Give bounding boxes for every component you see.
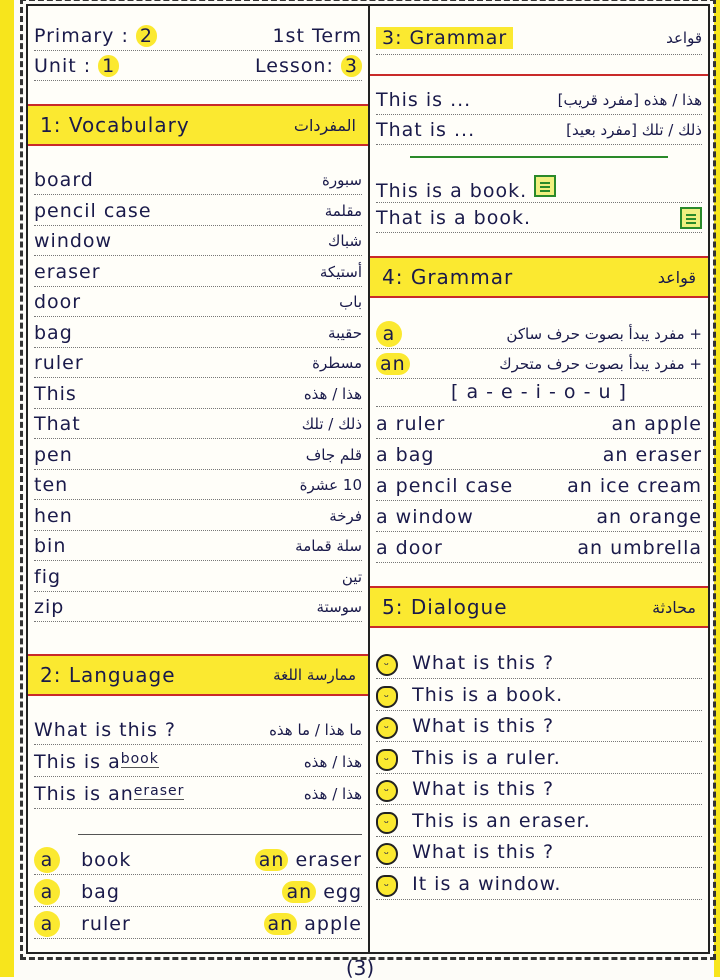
grammar4-rule-an-ar: + مفرد يبدأ بصوت حرف متحرك	[499, 355, 702, 373]
vocab-word: pen	[34, 443, 73, 466]
grammar4-example-row	[376, 472, 702, 501]
vocab-word: ruler	[34, 352, 84, 374]
grammar4-heading	[370, 256, 708, 298]
fill-in-word: book	[120, 751, 159, 767]
an-example: an umbrella	[577, 537, 702, 559]
article-an-badge: an	[376, 353, 410, 375]
dialogue-line	[376, 650, 702, 679]
dialogue-line	[376, 808, 702, 837]
dialogue-title-ar: محادثة	[652, 597, 696, 617]
grammar3-rule1-ar: هذا / هذه [مفرد قريب]	[557, 91, 702, 109]
vocab-word: fig	[34, 565, 62, 588]
dialogue-heading	[370, 586, 708, 628]
article-a-badge: a	[376, 321, 402, 347]
vocab-word: board	[34, 169, 94, 191]
lesson-value: 3	[341, 55, 362, 77]
vocab-word: bag	[34, 321, 73, 344]
grammar3-title-ar: قواعد	[666, 29, 702, 47]
language-line	[34, 780, 362, 809]
language-line	[34, 716, 362, 745]
grammar3-example1	[376, 174, 702, 203]
grammar4-example-row	[376, 410, 702, 439]
vocabulary-item	[34, 166, 362, 195]
vowels-list: [ a - e - i - o - u ]	[451, 381, 627, 403]
boy-face-icon: ᵕ	[376, 843, 398, 865]
page-number: (3)	[345, 956, 375, 980]
dialogue-line	[376, 745, 702, 774]
grammar4-example-row	[376, 503, 702, 532]
grammar3-title: 3: Grammar	[376, 27, 513, 49]
grammar4-example-row	[376, 441, 702, 470]
fill-in-word: eraser	[133, 783, 185, 799]
article-an: an	[264, 913, 298, 935]
article-a: a	[34, 847, 60, 873]
grammar4-title: 4: Grammar	[382, 265, 514, 289]
vocab-translation: فرخة	[329, 506, 362, 525]
vocab-translation: سوستة	[316, 598, 362, 616]
vocab-word: door	[34, 291, 82, 313]
vocabulary-title: 1: Vocabulary	[40, 113, 190, 137]
article-a-word: ruler	[81, 913, 131, 935]
dialogue-text: What is this ?	[412, 778, 555, 800]
dialogue-title: 5: Dialogue	[382, 595, 508, 619]
article-pair-row	[34, 846, 362, 875]
grammar3-rule1	[376, 86, 702, 115]
header-line-1	[34, 22, 362, 51]
article-an-word: apple	[304, 913, 362, 935]
boy-face-icon: ᵕ	[376, 717, 398, 739]
language-sentence: This is an	[34, 783, 134, 805]
unit-value: 1	[98, 55, 119, 77]
girl-face-icon: ᵕ	[376, 686, 398, 708]
grammar3-example2	[376, 204, 702, 233]
vocabulary-item	[34, 532, 362, 561]
grammar4-title-ar: قواعد	[657, 267, 696, 287]
vocabulary-item	[34, 441, 362, 470]
boy-face-icon: ᵕ	[376, 780, 398, 802]
vocab-word: eraser	[34, 260, 101, 283]
dialogue-line	[376, 713, 702, 742]
vocab-translation: شباك	[327, 232, 362, 250]
dialogue-text: This is an eraser.	[412, 809, 591, 832]
article-pair-row	[34, 910, 362, 939]
grammar3-rule2	[376, 116, 702, 145]
vocabulary-item	[34, 197, 362, 226]
vocab-word: window	[34, 230, 113, 252]
dialogue-line	[376, 776, 702, 805]
vocabulary-item	[34, 471, 362, 500]
vocab-translation: ذلك / تلك	[301, 415, 362, 433]
language-title-ar: ممارسة اللغة	[273, 666, 356, 684]
an-example: an orange	[596, 506, 702, 528]
vocab-word: zip	[34, 596, 65, 618]
a-example: a pencil case	[376, 475, 514, 497]
an-example: an apple	[611, 413, 702, 435]
language-title: 2: Language	[40, 663, 176, 687]
grammar4-vowels	[376, 378, 702, 407]
worksheet-page	[26, 4, 710, 954]
grammar3-rule-top	[370, 74, 708, 76]
language-translation: هذا / هذه	[303, 753, 362, 771]
language-sentence: What is this ?	[34, 719, 176, 741]
vocab-translation: مقلمة	[324, 201, 362, 220]
vocab-word: hen	[34, 504, 73, 527]
article-an-word: eraser	[295, 849, 362, 871]
vocab-word: This	[34, 382, 77, 405]
dialogue-line	[376, 682, 702, 711]
language-line	[34, 748, 362, 777]
language-translation: هذا / هذه	[303, 785, 362, 803]
article-a: a	[34, 879, 60, 905]
book-icon	[534, 175, 556, 197]
left-margin-strip	[0, 0, 14, 977]
dialogue-text: This is a ruler.	[412, 746, 561, 769]
grammar3-heading	[376, 22, 702, 55]
vocab-translation: سبورة	[322, 171, 362, 189]
vocabulary-heading	[28, 104, 368, 146]
unit-label: Unit :	[34, 55, 92, 77]
article-a: a	[34, 911, 60, 937]
dialogue-text: This is a book.	[412, 683, 564, 706]
dialogue-line	[376, 839, 702, 868]
vocab-translation: أستيكة	[319, 262, 362, 281]
left-column	[28, 6, 368, 952]
vocab-word: ten	[34, 474, 69, 496]
term-label: 1st Term	[272, 25, 362, 47]
an-example: an eraser	[602, 444, 702, 466]
language-heading	[28, 654, 368, 696]
grammar4-rule-a	[376, 320, 702, 349]
girl-face-icon: ᵕ	[376, 875, 398, 897]
vocab-translation: باب	[339, 293, 362, 311]
article-an: an	[255, 849, 289, 871]
an-example: an ice cream	[567, 475, 702, 497]
vocabulary-item	[34, 502, 362, 531]
grammar3-rule1-en: This is ...	[376, 89, 472, 111]
a-example: a bag	[376, 444, 435, 466]
vocab-translation: حقيبة	[328, 323, 362, 342]
vocab-translation: مسطرة	[312, 354, 362, 372]
vocab-translation: قلم جاف	[305, 445, 362, 464]
grammar4-rule-a-ar: + مفرد يبدأ بصوت حرف ساكن	[506, 325, 702, 343]
vocab-translation: سلة قمامة	[295, 537, 362, 555]
vocab-word: bin	[34, 535, 67, 557]
article-a-word: bag	[81, 881, 120, 903]
vocabulary-item	[34, 288, 362, 317]
header-line-2	[34, 52, 362, 81]
vocab-translation: هذا / هذه	[303, 384, 362, 403]
girl-face-icon: ᵕ	[376, 812, 398, 834]
dialogue-text: What is this ?	[412, 652, 555, 674]
a-example: a window	[376, 506, 474, 528]
article-an-word: egg	[323, 881, 362, 903]
a-example: a ruler	[376, 413, 446, 435]
primary-value: 2	[136, 25, 157, 47]
vocab-translation: 10 عشرة	[299, 476, 362, 494]
grammar3-rule2-en: That is ...	[376, 119, 476, 141]
vocabulary-item	[34, 410, 362, 439]
girl-face-icon: ᵕ	[376, 749, 398, 771]
boy-face-icon: ᵕ	[376, 654, 398, 676]
lesson-label: Lesson:	[255, 55, 334, 77]
vocabulary-item	[34, 593, 362, 622]
vocabulary-item	[34, 258, 362, 287]
vocab-word: pencil case	[34, 199, 152, 222]
vocabulary-item	[34, 380, 362, 409]
dialogue-text: What is this ?	[412, 715, 555, 737]
dialogue-text: What is this ?	[412, 841, 555, 863]
article-pair-row	[34, 878, 362, 907]
vocabulary-title-ar: المفردات	[293, 115, 356, 135]
right-margin-strip	[714, 0, 720, 977]
language-separator	[78, 834, 362, 835]
dialogue-text: It is a window.	[412, 872, 562, 895]
grammar3-separator	[410, 156, 668, 158]
right-column	[370, 6, 708, 952]
vocab-translation: تين	[341, 567, 362, 586]
a-example: a door	[376, 537, 443, 559]
language-translation: ما هذا / ما هذه	[269, 721, 362, 739]
grammar3-example1-text: This is a book.	[376, 179, 528, 202]
grammar3-example2-text: That is a book.	[376, 207, 532, 229]
dialogue-line	[376, 871, 702, 900]
vocabulary-item	[34, 349, 362, 378]
vocabulary-item	[34, 227, 362, 256]
primary-label: Primary :	[34, 25, 129, 47]
vocabulary-item	[34, 319, 362, 348]
grammar4-example-row	[376, 534, 702, 563]
vocabulary-item	[34, 563, 362, 592]
book-icon	[680, 207, 702, 229]
article-a-word: book	[81, 849, 132, 871]
vocab-word: That	[34, 413, 81, 435]
grammar4-rule-an	[376, 350, 702, 379]
grammar3-rule2-ar: ذلك / تلك [مفرد بعيد]	[566, 121, 702, 139]
language-sentence: This is a	[34, 751, 121, 773]
article-an: an	[282, 881, 316, 903]
